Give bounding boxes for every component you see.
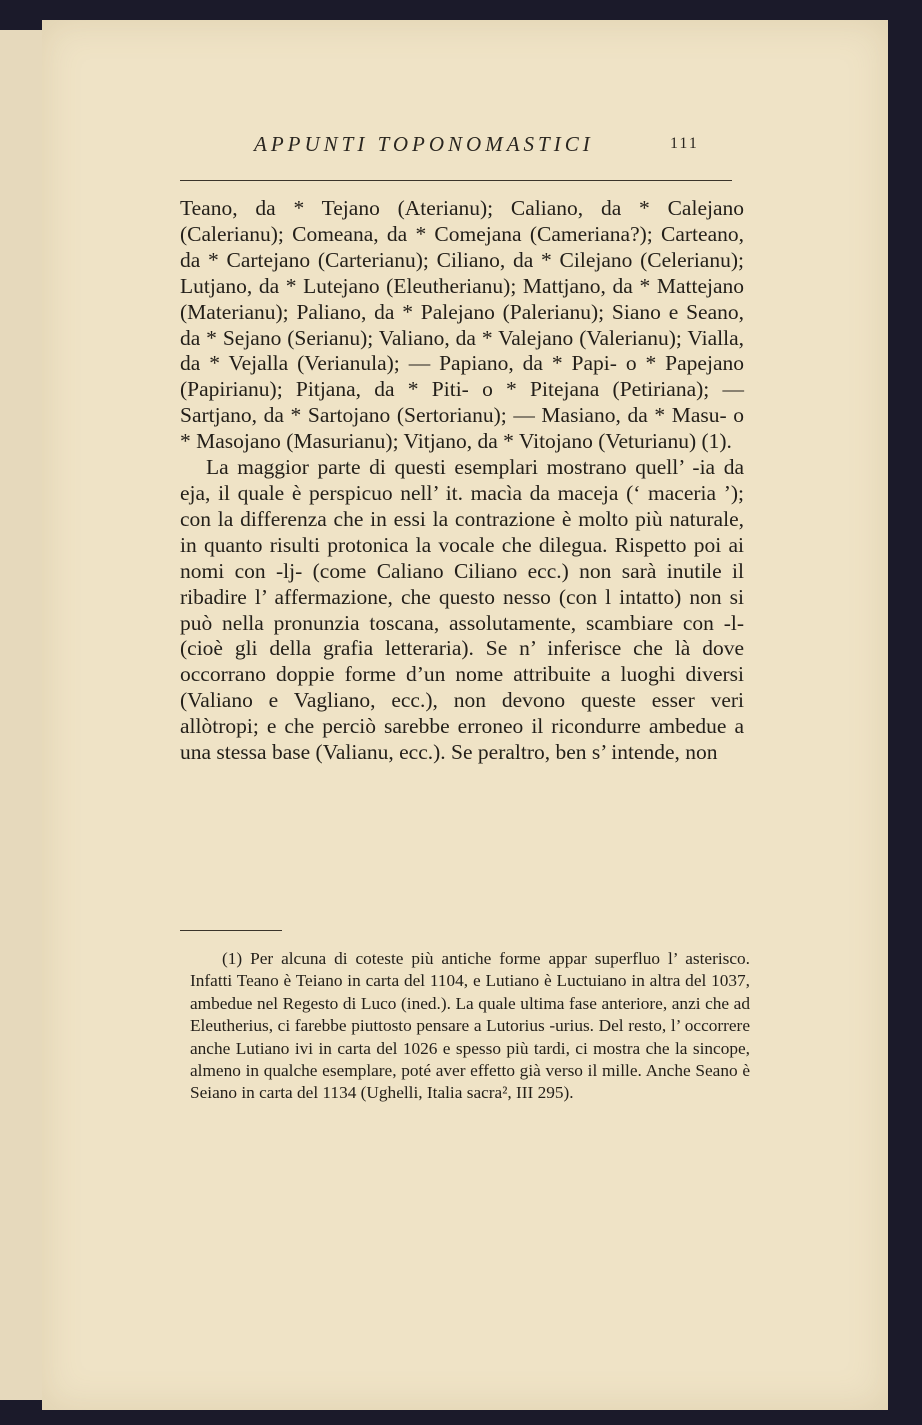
header-rule [180, 180, 732, 181]
footnote [190, 948, 750, 1105]
footnote-rule [180, 930, 282, 931]
left-page-edge [0, 30, 44, 1400]
paragraph: Teano, da * Tejano (Aterianu); Caliano, da * Calejano (Calerianu); Comeana, da * Comejana (Cameriana?); Carteano, da * Cartejano (Carterianu); Ciliano, da * Cilejano (Celerianu); Lutjano, da * Lutejano (Eleutherianu); Mattjano, da * Mattejano (Materianu); Paliano, da * Palejano (Palerianu); Siano e Seano, da * Sejano (Serianu); Valiano, da * Valejano (Valerianu); Vialla, da * Vejalla (Verianula); — Papiano, da * Papi- o * Papejano (Papirianu); Pitjana, da * Piti- o * Pitejana (Petiriana); — Sartjano, da * Sartojano (Sertorianu); — Masiano, da * Masu- o * Masojano (Masurianu); Vitjano, da * Vitojano (Veturianu) (1). [180, 196, 744, 454]
page-number: 111 [670, 135, 699, 152]
header-title: APPUNTI TOPONOMASTICI [254, 132, 594, 156]
running-header [254, 132, 700, 162]
paragraph: La maggior parte di questi esemplari mostrano quell’ -ia da eja, il quale è perspicuo nell’ it. macìa da maceja (‘ maceria ’); con la differenza che in essi la contrazione è molto più naturale, in quanto risulti protonica la vocale che dilegua. Rispetto poi ai nomi con -lj- (come Caliano Ciliano ecc.) non sarà inutile il ribadire l’ affermazione, che questo nesso (con l intatto) non si può nella pronunzia toscana, assolutamente, scambiare con -l- (cioè gli della grafia letteraria). Se n’ inferisce che là dove occorrano doppie forme d’un nome attribuite a luoghi diversi (Valiano e Vagliano, ecc.), non devono queste esser veri allòtropi; e che perciò sarebbe erroneo il ricondurre ambedue a una stessa base (Valianu, ecc.). Se peraltro, ben s’ intende, non [180, 455, 744, 765]
footnote-text: (1) Per alcuna di coteste più antiche forme appar superfluo l’ asterisco. Infatti Teano è Teiano in carta del 1104, e Lutiano è Luctuiano in altra del 1037, ambedue nel Regesto di Luco (ined.). La quale ultima fase anteriore, anzi che ad Eleutherius, ci farebbe piuttosto pensare a Lutorius -urius. Del resto, l’ occorrere anche Lutiano ivi in carta del 1026 e spesso più tardi, ci mostra che la sincope, almeno in qualche esemplare, poté aver effetto già verso il mille. Anche Seano è Seiano in carta del 1134 (Ughelli, Italia sacra², III 295). [190, 949, 750, 1103]
main-text [180, 196, 744, 766]
book-page [42, 20, 888, 1410]
